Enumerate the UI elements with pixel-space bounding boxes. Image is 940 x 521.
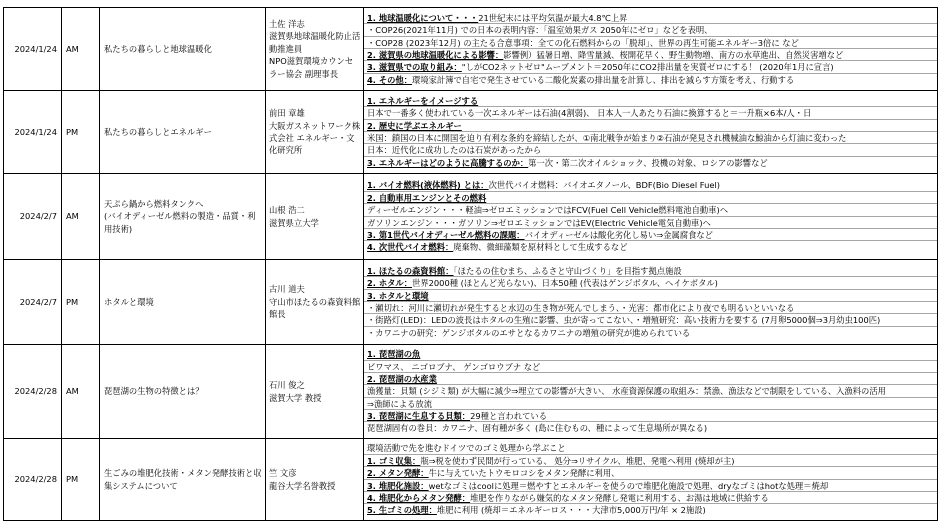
summary-line-text: 琵琶湖固有の巻貝：カワニナ、固有種が多く (島に住むもの、種によって生息場所が異なる) [367, 423, 708, 434]
session-title [100, 174, 266, 260]
session-title-text: ホタルと環境 [104, 296, 154, 307]
summary-line-heading: 4. 次世代バイオ燃料： [367, 242, 454, 253]
summary-line [364, 241, 937, 253]
lecturer-info [266, 8, 364, 91]
summary-line-text: wetなゴミはcoolに処理＝燃やすとエネルギーを使うので堆肥化施設で処理、dryなゴミはhotな処理＝焼却 [428, 480, 829, 491]
summary-line-heading: 4. その他： [367, 74, 413, 85]
summary-line [364, 442, 937, 454]
summary-line [364, 107, 937, 119]
session-title-text: 私たちの暮らしと地球温暖化 [104, 43, 212, 54]
summary-line-heading: 3. 琵琶湖に生息する貝類： [367, 411, 471, 422]
summary-line [364, 12, 937, 24]
summary-line [364, 480, 937, 492]
session-time-slot: AM [62, 8, 100, 91]
summary-line-heading: 1. 琵琶湖の魚 [367, 349, 421, 360]
summary-line [364, 61, 937, 73]
summary-line-text: 米国：鎖国の日本に開国を迫り有利な条約を締結したが、①南北戦争が始まり②石油が発見され機械油な鯨油から灯油に変わった [367, 133, 847, 143]
session-date: 2024/1/24 [4, 8, 62, 91]
summary-line-text: 次世代バイオ燃料：バイオエタノール、BDF(Bio Diesel Fuel) [488, 180, 720, 191]
lecturer-text: 石川 俊之 滋賀大学 教授 [269, 380, 322, 403]
summary-line-text: 29種と言われている [470, 411, 548, 422]
summary-line-text: ビワマス、 ニゴロブナ、 ゲンゴロウブナ など [367, 361, 541, 372]
summary-line [364, 49, 937, 61]
summary-line [364, 302, 937, 314]
summary-line-text: ⇒漁師による放流 [367, 398, 433, 409]
session-summary [364, 174, 938, 260]
schedule-row [4, 174, 938, 260]
lecturer-text: 竺 文彦 龍谷大学名誉教授 [269, 468, 336, 491]
session-summary [364, 345, 938, 439]
summary-line [364, 265, 937, 277]
summary-line-text: ・COP28 (2023年12月) の主たる合意事項：全ての化石燃料からの「脱却」、世界の再生可能エネルギー3倍に など [367, 37, 799, 48]
session-date: 2024/1/24 [4, 91, 62, 174]
schedule-row [4, 8, 938, 91]
summary-line-text: ディーゼルエンジン・・・軽油⇒ゼロエミッションではFCV(Fuel Cell Vehicle燃料電池自動車)へ [367, 205, 729, 216]
summary-line [364, 204, 937, 216]
summary-line-heading: 1. ゴミ収集： [367, 455, 421, 466]
summary-line [364, 120, 937, 132]
session-summary [364, 439, 938, 521]
session-title-text: 天ぷら鍋から燃料タンクへ (バイオディーゼル燃料の製造・品質・利用技術) [104, 198, 256, 234]
summary-line [364, 74, 937, 86]
summary-line-text: バイオディーゼルは酸化劣化し易い⇒金属腐食など [524, 229, 713, 240]
summary-line-text: 環境活動で先を進むドイツでのゴミ処理から学ぶこと [367, 443, 566, 454]
lecturer-info [266, 260, 364, 345]
lecturer-info [266, 91, 364, 174]
summary-line [364, 290, 937, 302]
summary-line-heading: 2. 琵琶湖の水産業 [367, 373, 437, 384]
summary-line [364, 410, 937, 422]
schedule-row [4, 345, 938, 439]
summary-line [364, 132, 937, 144]
summary-line-text: "しがCO2ネットゼロ"ムーブメント＝2050年にCO2排出量を実質ゼロにする！ (2020年1月に宣言) [461, 62, 834, 73]
session-date: 2024/2/28 [4, 439, 62, 521]
summary-line [364, 422, 937, 434]
lecturer-text: 古川 道夫 守山市ほたるの森資料館 館長 [269, 284, 361, 320]
summary-line-heading: 2. ホタル： [367, 278, 413, 289]
summary-line-heading: 3. エネルギーはどのように高騰するのか： [367, 157, 529, 168]
summary-line [364, 348, 937, 360]
summary-line [364, 327, 937, 339]
summary-line [364, 24, 937, 36]
summary-line [364, 144, 937, 156]
summary-line-text: 世界2000種 (ほとんど光らない)、日本50種 (代表はゲンジボタル、ヘイケボタル) [412, 278, 718, 289]
summary-line [364, 95, 937, 107]
summary-line-heading: 4. 堆肥化からメタン発酵： [367, 492, 471, 503]
lecturer-info [266, 439, 364, 521]
session-title [100, 260, 266, 345]
summary-line-text: 漁獲量：貝類 (シジミ類) が大幅に減少⇒埋立ての影響が大きい、 水産資源保護の取組み：禁漁、漁法などで制限をしている、入漁料の活用 [367, 386, 886, 397]
summary-line-heading: 2. 自動車用エンジンとその燃料 [367, 192, 487, 203]
summary-line-heading: 1. ほたるの森資料館： [367, 265, 454, 276]
summary-line [364, 398, 937, 410]
summary-line-heading: 3. 第1世代バイオディーゼル燃料の課題： [367, 229, 525, 240]
summary-line [364, 314, 937, 326]
session-title [100, 91, 266, 174]
summary-line-text: 牛に与えていたトウモロコシをメタン発酵に利用、 [428, 468, 620, 479]
schedule-row [4, 260, 938, 345]
session-title [100, 439, 266, 521]
summary-line-text: 21世紀末には平均気温が最大4.8℃上昇 [478, 12, 628, 23]
summary-line-heading: 1. 地球温暖化について・・・ [367, 12, 479, 23]
summary-line-text: 「ほたるの住むまち、ふるさと守山づくり」を目指す拠点施設 [453, 265, 682, 276]
session-date: 2024/2/28 [4, 345, 62, 439]
lecturer-text: 前田 章雄 大阪ガスネットワーク株式会社 エネルギー・文化研究所 [269, 108, 361, 156]
lecturer-text: 土佐 洋志 滋賀県地球温暖化防止活動推進員 NPO滋賀環境カウンセラー協会 副理事長 [269, 18, 361, 79]
lecturer-info [266, 174, 364, 260]
summary-line-heading: 2. 歴史に学ぶエネルギー [367, 120, 462, 131]
session-date: 2024/2/7 [4, 174, 62, 260]
summary-line-text: ・街路灯(LED)：LEDの波長はホタルの生殖に影響、虫が寄ってこない、・増殖研究：高い技術力を要する (7月卵5000個⇒3月幼虫100匹) [367, 315, 881, 326]
summary-line-text: ・COP26(2021年11月) での日本の表明内容：「温室効果ガス 2050年にゼロ」などを表明、 [367, 25, 713, 36]
session-time-slot: AM [62, 345, 100, 439]
lecturer-text: 山根 浩二 滋賀県立大学 [269, 205, 319, 228]
summary-line-text: 堆肥に利用 (焼却＝エネルギーロス・・・大津市5,000万円/年 × 2施設) [436, 505, 706, 516]
summary-line-heading: 3. 滋賀県での取り組み： [367, 62, 462, 73]
session-time-slot: PM [62, 91, 100, 174]
session-time-slot: PM [62, 260, 100, 345]
summary-line-heading: 1. エネルギーをイメージする [367, 95, 479, 106]
summary-line-text: 影響例）猛暑日増、降雪量減、桜開花早く、野生動物増、南方の水草進出、自然災害増など [503, 50, 844, 60]
session-time-slot: PM [62, 439, 100, 521]
lecturer-info [266, 345, 364, 439]
session-date: 2024/2/7 [4, 260, 62, 345]
summary-line [364, 361, 937, 373]
summary-line-text: 日本で一番多く使われている一次エネルギーは石油(4割弱)、 日本人一人あたり石油に換算すると＝一升瓶×6本/人・日 [367, 108, 812, 119]
session-summary [364, 8, 938, 91]
summary-line-text: ガソリンエンジン・・・ガソリン⇒ゼロエミッションではEV(Electric Vehicle電気自動車)へ [367, 217, 711, 228]
lecture-schedule-table [3, 7, 938, 521]
summary-line [364, 192, 937, 204]
summary-line [364, 229, 937, 241]
summary-line [364, 373, 937, 385]
session-title-text: 琵琶湖の生物の特徴とは？ [104, 386, 204, 397]
summary-line [364, 385, 937, 397]
summary-line-text: 日本：近代化に成功したのは石炭があったから [367, 145, 542, 156]
summary-line-heading: 2. メタン発酵： [367, 468, 429, 479]
summary-line-text: 第一次・第二次オイルショック、投機の対象、ロシアの影響など [528, 157, 768, 168]
summary-line [364, 492, 937, 504]
session-title-text: 生ごみの堆肥化技術・メタン発酵技術と収集システムについて [104, 468, 262, 491]
summary-line [364, 504, 937, 516]
summary-line [364, 37, 937, 49]
summary-line [364, 217, 937, 229]
summary-line-heading: 5. 生ゴミの処理： [367, 505, 437, 516]
schedule-body [4, 8, 938, 521]
summary-line [364, 277, 937, 289]
session-summary [364, 260, 938, 345]
summary-line-text: 瓶⇒税を使わず民間が行っている、 処分⇒リサイクル、堆肥、発電へ利用 (焼却が主) [420, 455, 735, 466]
summary-line-text: ・カワニナの研究：ゲンジボタルのエサとなるカワニナの増殖の研究が進められている [367, 327, 691, 338]
session-title [100, 8, 266, 91]
summary-line [364, 455, 937, 467]
summary-line-heading: 2. 滋賀県の地球温暖化による影響： [367, 50, 504, 60]
summary-line-heading: 1. バイオ燃料(液体燃料) とは： [367, 180, 489, 191]
session-time-slot: AM [62, 174, 100, 260]
summary-line [364, 467, 937, 479]
schedule-row [4, 439, 938, 521]
summary-line-text: 環境家計簿で自宅で発生させている二酸化炭素の排出量を計算し、排出を減らす方策を考え、行動する [412, 74, 795, 85]
schedule-row [4, 91, 938, 174]
summary-line-text: ・瀬切れ：河川に瀬切れが発生すると水辺の生き物が死んでしまう、・光害：都市化により夜でも明るいといいなる [367, 303, 795, 313]
summary-line [364, 179, 937, 191]
session-title [100, 345, 266, 439]
summary-line [364, 157, 937, 169]
summary-line-heading: 3. 堆肥化施設： [367, 480, 429, 491]
summary-line-text: 廃棄物、微細藻類を原材料として生成するなど [453, 242, 628, 253]
summary-line-text: 堆肥を作りながら嫌気的なメタン発酵し発電に利用する、お湯は地域に供給する [470, 492, 769, 503]
session-title-text: 私たちの暮らしとエネルギー [104, 126, 212, 137]
session-summary [364, 91, 938, 174]
summary-line-heading: 3. ホタルと環境 [367, 290, 429, 301]
